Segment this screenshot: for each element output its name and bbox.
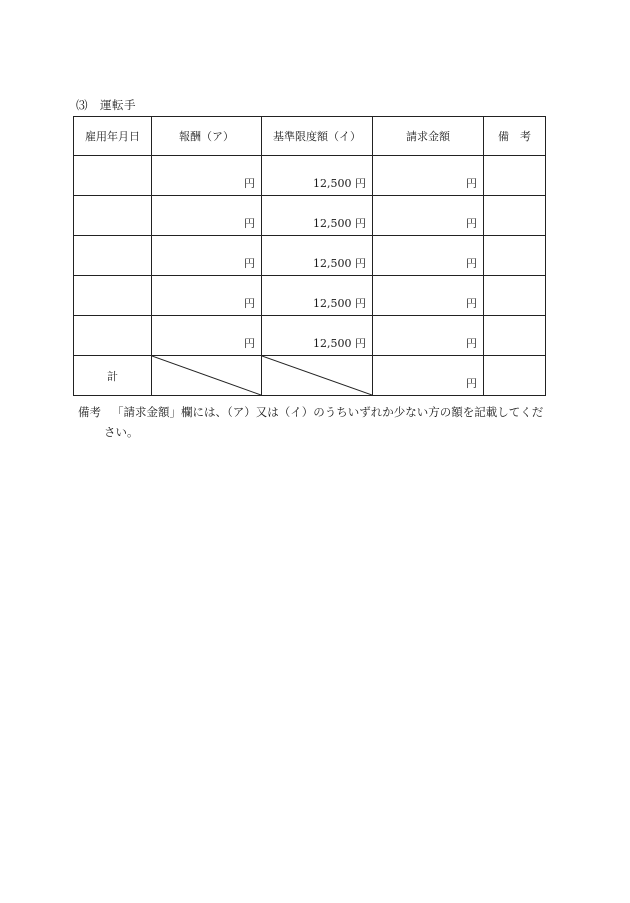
- cell-limit: 12,500 円: [262, 236, 373, 276]
- remarks-note: [78, 402, 558, 442]
- total-pay-struck-cell: [152, 356, 262, 396]
- note-line-2: さい。: [104, 425, 139, 439]
- section-heading: 運転手: [100, 98, 136, 112]
- section-number: ⑶: [76, 98, 88, 112]
- header-row: [74, 117, 546, 156]
- total-remarks[interactable]: [484, 356, 546, 396]
- cell-remarks[interactable]: [484, 316, 546, 356]
- cell-date[interactable]: [74, 196, 152, 236]
- cell-claim[interactable]: 円: [373, 236, 484, 276]
- table-row: [74, 156, 546, 196]
- cell-remarks[interactable]: [484, 196, 546, 236]
- note-label: 備考: [78, 405, 101, 419]
- cell-claim[interactable]: 円: [373, 276, 484, 316]
- header-pay: 報酬（ア）: [152, 117, 262, 156]
- cell-date[interactable]: [74, 316, 152, 356]
- diagonal-slash: [152, 356, 261, 395]
- cell-date[interactable]: [74, 276, 152, 316]
- cell-date[interactable]: [74, 156, 152, 196]
- cell-pay[interactable]: 円: [152, 196, 262, 236]
- cell-pay[interactable]: 円: [152, 236, 262, 276]
- table-row: [74, 276, 546, 316]
- header-claim: 請求金額: [373, 117, 484, 156]
- header-employment-date: 雇用年月日: [74, 117, 152, 156]
- total-row: [74, 356, 546, 396]
- cell-remarks[interactable]: [484, 236, 546, 276]
- cell-claim[interactable]: 円: [373, 316, 484, 356]
- section-title: [76, 97, 136, 113]
- header-limit: 基準限度額（イ）: [262, 117, 373, 156]
- cell-claim[interactable]: 円: [373, 196, 484, 236]
- cell-remarks[interactable]: [484, 276, 546, 316]
- cell-pay[interactable]: 円: [152, 156, 262, 196]
- table-row: [74, 196, 546, 236]
- diagonal-slash: [262, 356, 372, 395]
- cell-pay[interactable]: 円: [152, 316, 262, 356]
- note-line-1: 「請求金額」欄には、（ア）又は（イ）のうちいずれか少ない方の額を記載してくだ: [112, 405, 544, 419]
- cell-date[interactable]: [74, 236, 152, 276]
- cell-limit: 12,500 円: [262, 316, 373, 356]
- cell-limit: 12,500 円: [262, 276, 373, 316]
- cell-limit: 12,500 円: [262, 196, 373, 236]
- cell-remarks[interactable]: [484, 156, 546, 196]
- cell-pay[interactable]: 円: [152, 276, 262, 316]
- total-label: 計: [74, 356, 152, 396]
- table-row: [74, 316, 546, 356]
- header-remarks: 備 考: [484, 117, 546, 156]
- driver-claim-table: [73, 116, 546, 396]
- table-row: [74, 236, 546, 276]
- total-limit-struck-cell: [262, 356, 373, 396]
- cell-claim[interactable]: 円: [373, 156, 484, 196]
- cell-limit: 12,500 円: [262, 156, 373, 196]
- total-claim[interactable]: 円: [373, 356, 484, 396]
